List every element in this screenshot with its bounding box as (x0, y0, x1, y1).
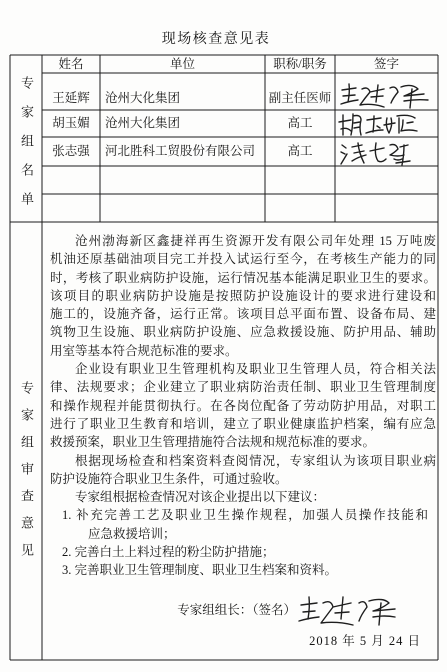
column-header-unit: 单位 (169, 57, 195, 71)
column-header-signature: 签字 (373, 57, 399, 71)
column-header-position: 职称/职务 (273, 57, 327, 71)
expert-unit: 河北胜科工贸股份有限公司 (105, 144, 256, 158)
review-text-line: 该项目的职业病防护设施是按照防护设施设计的要求进行建设和 (50, 288, 436, 303)
review-text-line: 防护设施符合职业卫生条件，可通过验收。 (50, 471, 288, 486)
expert-unit: 沧州大化集团 (105, 116, 181, 130)
handwritten-signature (338, 80, 434, 110)
review-text-line: 救援预案，职业卫生管理措施符合法规和规范标准的要求。 (50, 435, 376, 450)
review-text-line: 企业设有职业卫生管理机构及职业卫生管理人员，符合相关法 (75, 362, 436, 377)
review-text-line: 沧州渤海新区鑫捷祥再生资源开发有限公司年处理 15 万吨废 (75, 234, 436, 248)
handwritten-signature (337, 111, 421, 137)
expert-position: 高工 (287, 144, 313, 158)
review-text-line: 律、法规要求；企业建立了职业病防治责任制、职业卫生管理制度 (50, 380, 436, 395)
suggestions-intro: 专家组根据检查情况对该企业提出以下建议： (75, 490, 326, 505)
leader-handwritten-signature (297, 593, 397, 627)
suggestion-item: 1. 补充完善工艺及职业卫生操作规程，加强人员操作技能和 (62, 508, 428, 523)
review-text-line: 和操作规程并能贯彻执行。在各岗位配备了劳动防护用品，对职工 (50, 398, 436, 413)
expert-position: 副主任医师 (268, 91, 332, 105)
document-title: 现场核查意见表 (161, 32, 271, 47)
expert-name: 张志强 (52, 144, 90, 158)
suggestion-item-continued: 应急救援培训； (88, 526, 176, 541)
review-text-line: 进行了职业卫生教育和培训，建立了职业健康监护档案，编有应急 (50, 416, 436, 431)
review-text-line: 根据现场检查和档案资料查阅情况，专家组认为该项目职业病 (75, 453, 436, 468)
expert-list-section-label: 专家组名单 (19, 75, 34, 221)
review-text-line: 施工的，设施齐备，运行正常。该项目总平面布置、设备布局、建 (50, 307, 436, 322)
expert-unit: 沧州大化集团 (105, 91, 181, 105)
suggestion-item: 2. 完善白土上料过程的粉尘防护措施； (62, 545, 275, 560)
review-text-line: 时，考核了职业病防护设施，运行情况基本能满足职业卫生的要求。 (50, 270, 436, 285)
leader-signature-label: 专家组组长：（签名） (177, 603, 296, 617)
expert-name: 胡玉媚 (52, 116, 90, 130)
review-opinion-body (50, 232, 436, 580)
review-text-line: 用室等基本符合规范标准的要求。 (50, 343, 238, 358)
review-text-line: 筑物卫生设施、职业病防护设施、应急救援设施、防护用品、辅助 (50, 325, 436, 340)
expert-name: 王延辉 (52, 91, 90, 105)
sign-date: 2018 年 5 月 24 日 (309, 634, 421, 648)
handwritten-signature (338, 139, 414, 167)
review-text-line: 机油还原基础油项目完工并投入试运行至今，在考核生产能力的同 (50, 252, 436, 267)
suggestion-item: 3. 完善职业卫生管理制度、职业卫生档案和资料。 (62, 563, 338, 578)
review-section-label: 专家组审查意见 (19, 380, 34, 570)
expert-position: 高工 (287, 116, 313, 130)
column-header-name: 姓名 (58, 57, 84, 71)
